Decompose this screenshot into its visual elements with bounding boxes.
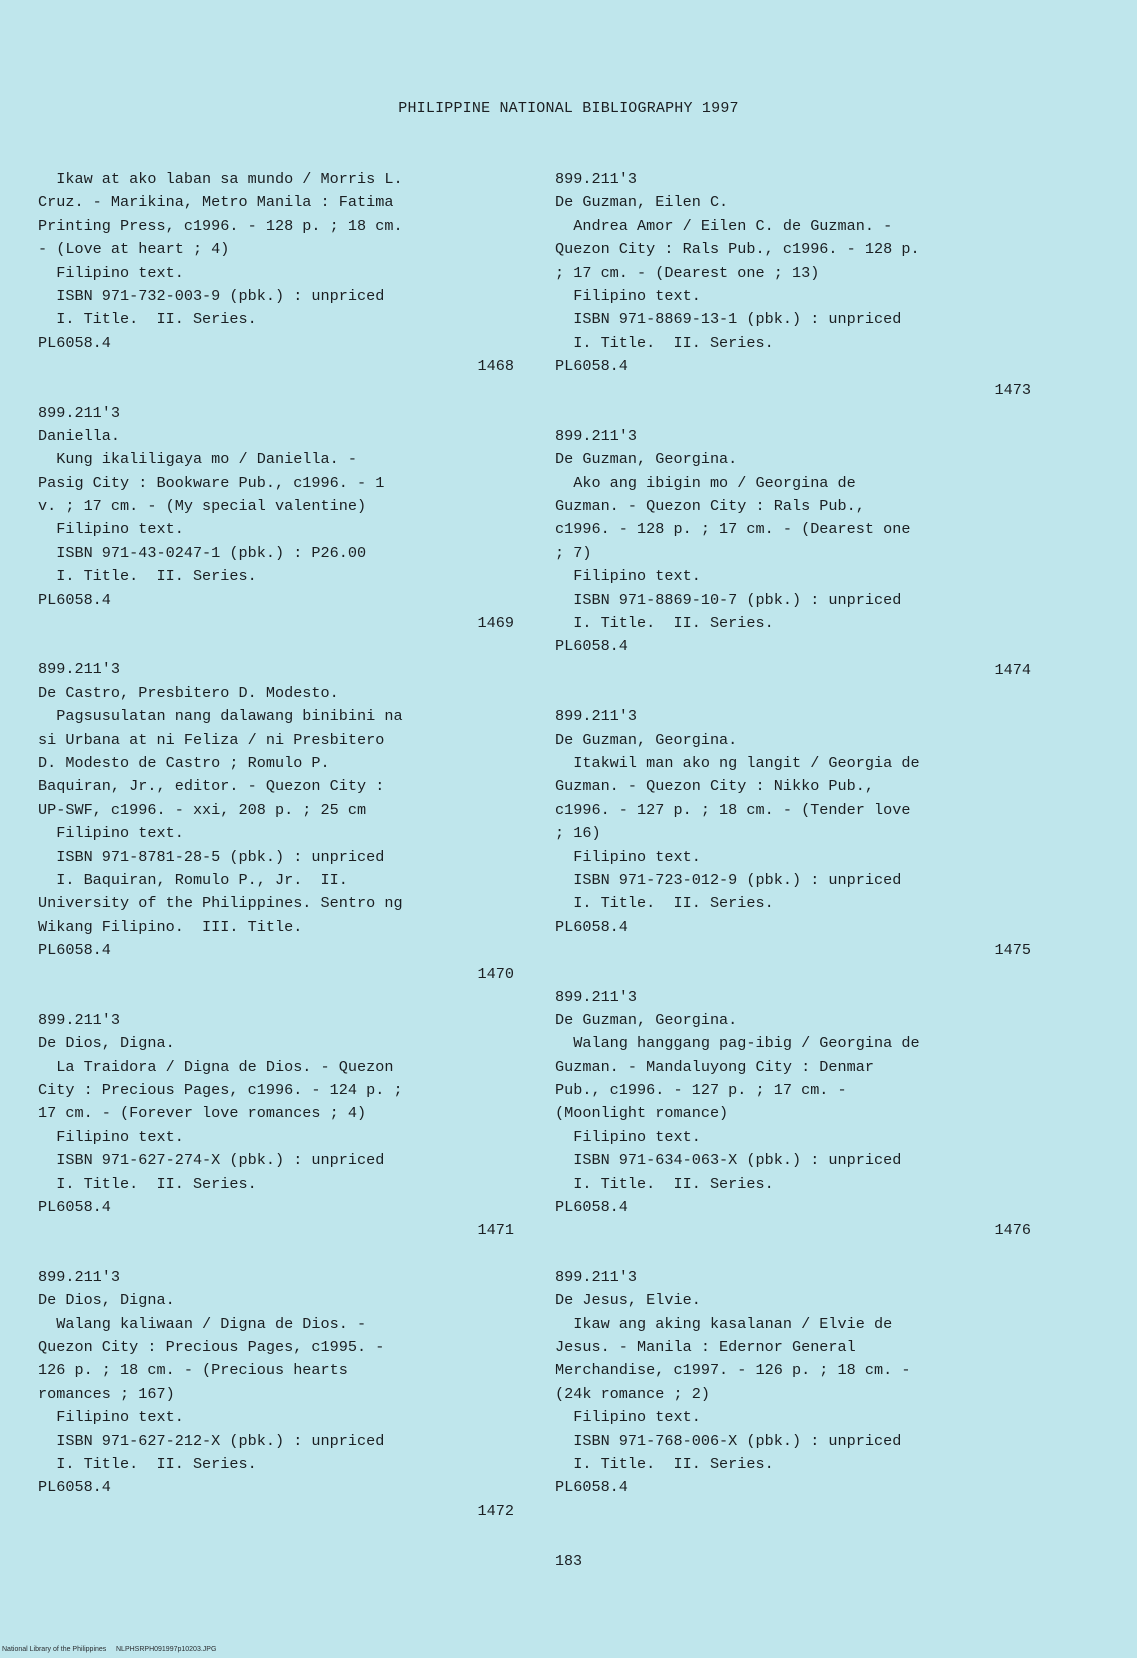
entry-line: I. Title. II. Series. [38,310,257,329]
entry-line: 899.211'3 [38,660,121,679]
entry-line: ISBN 971-627-274-X (pbk.) : unpriced [38,1151,385,1170]
entry-line: Guzman. - Quezon City : Rals Pub., [555,497,865,516]
entry-line: 899.211'3 [555,170,638,188]
bibliography-entry [38,402,518,636]
entry-line: De Guzman, Georgina. [555,730,738,749]
entry-line: De Guzman, Georgina. [555,1010,738,1029]
entry-line: De Dios, Digna. [38,1291,175,1310]
entry-line: I. Title. II. Series. [38,1454,257,1473]
entry-number: 1475 [994,941,1031,960]
entry-line: Filipino text. [38,263,184,282]
entry-line: Merchandise, c1997. - 126 p. ; 18 cm. - [555,1361,911,1380]
entry-line: 126 p. ; 18 cm. - (Precious hearts [38,1361,348,1380]
entry-line: Ako ang ibigin mo / Georgina de [555,473,856,492]
entry-line: De Castro, Presbitero D. Modesto. [38,683,339,702]
bibliography-entry [555,705,1035,962]
entry-line: ISBN 971-8781-28-5 (pbk.) : unpriced [38,847,385,866]
entry-line: ISBN 971-723-012-9 (pbk.) : unpriced [555,870,902,889]
entry-line: Printing Press, c1996. - 128 p. ; 18 cm. [38,216,403,235]
bibliography-entry [555,425,1035,682]
entry-line: ISBN 971-43-0247-1 (pbk.) : P26.00 [38,543,367,562]
entry-line: ISBN 971-8869-13-1 (pbk.) : unpriced [555,310,902,329]
entry-line: Andrea Amor / Eilen C. de Guzman. - [555,216,893,235]
entry-line: PL6058.4 [555,1198,628,1217]
entry-line: PL6058.4 [38,1198,111,1217]
entry-line: Ikaw ang aking kasalanan / Elvie de [555,1314,893,1333]
entry-line: UP-SWF, c1996. - xxi, 208 p. ; 25 cm [38,800,367,819]
entry-line: De Guzman, Georgina. [555,450,738,469]
entry-line: PL6058.4 [555,917,628,936]
entry-number: 1470 [477,964,514,983]
entry-line: ISBN 971-627-212-X (pbk.) : unpriced [38,1431,385,1450]
entry-line: Filipino text. [555,847,701,866]
entry-line: PL6058.4 [38,941,111,960]
entry-line: University of the Philippines. Sentro ng [38,894,403,913]
entry-line: c1996. - 128 p. ; 17 cm. - (Dearest one [555,520,911,539]
entry-line: I. Title. II. Series. [555,894,774,913]
entry-line: c1996. - 127 p. ; 18 cm. - (Tender love [555,800,911,819]
entry-line: ; 16) [555,824,601,843]
entry-line: Kung ikaliligaya mo / Daniella. - [38,450,357,469]
entry-line: Guzman. - Quezon City : Nikko Pub., [555,777,874,796]
entry-line: De Jesus, Elvie. [555,1291,701,1310]
entry-line: De Guzman, Eilen C. [555,193,729,212]
entry-line: 899.211'3 [38,1010,121,1029]
entry-line: ISBN 971-634-063-X (pbk.) : unpriced [555,1151,902,1170]
bibliography-entry [555,168,1035,402]
entry-line: 899.211'3 [38,1267,121,1286]
page-number: 183 [554,1553,582,1570]
bibliography-entry [555,1266,1035,1500]
entry-line: Guzman. - Mandaluyong City : Denmar [555,1057,874,1076]
entry-number: 1476 [994,1221,1031,1240]
entry-line: Filipino text. [555,1127,701,1146]
entry-line: Ikaw at ako laban sa mundo / Morris L. [38,170,403,188]
entry-line: Jesus. - Manila : Edernor General [555,1337,856,1356]
entry-line: D. Modesto de Castro ; Romulo P. [38,753,330,772]
entry-line: Filipino text. [38,520,184,539]
entry-line: Cruz. - Marikina, Metro Manila : Fatima [38,193,394,212]
entry-line: ISBN 971-768-006-X (pbk.) : unpriced [555,1431,902,1450]
entry-line: I. Title. II. Series. [555,1454,774,1473]
bibliography-entry [38,658,518,985]
entry-line: PL6058.4 [555,357,628,376]
entry-line: v. ; 17 cm. - (My special valentine) [38,497,367,516]
entry-line: PL6058.4 [555,1478,628,1497]
entry-line: I. Title. II. Series. [555,1174,774,1193]
entry-line: I. Title. II. Series. [38,567,257,586]
entry-line: (24k romance ; 2) [555,1384,710,1403]
entry-line: I. Title. II. Series. [555,614,774,633]
bibliography-entry [38,1009,518,1243]
entry-line: I. Baquiran, Romulo P., Jr. II. [38,870,348,889]
entry-line: Wikang Filipino. III. Title. [38,917,303,936]
entry-line: I. Title. II. Series. [38,1174,257,1193]
entry-line: ISBN 971-732-003-9 (pbk.) : unpriced [38,286,385,305]
entry-line: - (Love at heart ; 4) [38,240,230,259]
entry-line: Filipino text. [38,824,184,843]
bibliography-entry [38,1266,518,1523]
entry-line: 899.211'3 [38,403,121,422]
entry-line: City : Precious Pages, c1996. - 124 p. ; [38,1081,403,1100]
entry-number: 1474 [994,660,1031,679]
entry-line: 899.211'3 [555,987,638,1006]
entry-line: I. Title. II. Series. [555,333,774,352]
right-column [555,168,1035,1523]
entry-line: romances ; 167) [38,1384,175,1403]
entry-line: Quezon City : Rals Pub., c1996. - 128 p. [555,240,920,259]
entry-line: PL6058.4 [555,637,628,656]
entry-line: Walang kaliwaan / Digna de Dios. - [38,1314,367,1333]
page-header: PHILIPPINE NATIONAL BIBLIOGRAPHY 1997 [398,100,739,117]
entry-line: 17 cm. - (Forever love romances ; 4) [38,1104,367,1123]
bibliography-entry [555,986,1035,1243]
entry-line: 899.211'3 [555,426,638,445]
entry-number: 1468 [477,357,514,376]
entry-line: Daniella. [38,426,121,445]
bibliography-entry [38,168,518,379]
entry-number: 1471 [477,1221,514,1240]
entry-line: De Dios, Digna. [38,1034,175,1053]
entry-line: Filipino text. [555,567,701,586]
entry-number: 1472 [477,1501,514,1520]
entry-line: Pub., c1996. - 127 p. ; 17 cm. - [555,1081,847,1100]
entry-number: 1469 [477,614,514,633]
entry-number: 1473 [994,380,1031,399]
entry-line: ; 7) [555,543,592,562]
entry-line: Filipino text. [38,1408,184,1427]
entry-line: 899.211'3 [555,707,638,726]
entry-line: 899.211'3 [555,1267,638,1286]
entry-line: PL6058.4 [38,333,111,352]
entry-line: Walang hanggang pag-ibig / Georgina de [555,1034,920,1053]
entry-line: Filipino text. [555,1408,701,1427]
left-column [38,168,518,1546]
entry-line: PL6058.4 [38,1478,111,1497]
entry-line: (Moonlight romance) [555,1104,729,1123]
entry-line: Quezon City : Precious Pages, c1995. - [38,1337,385,1356]
entry-line: Filipino text. [555,286,701,305]
entry-line: Filipino text. [38,1127,184,1146]
entry-line: si Urbana at ni Feliza / ni Presbitero [38,730,385,749]
entry-line: ; 17 cm. - (Dearest one ; 13) [555,263,820,282]
entry-line: Itakwil man ako ng langit / Georgia de [555,753,920,772]
entry-line: Pasig City : Bookware Pub., c1996. - 1 [38,473,385,492]
entry-line: PL6058.4 [38,590,111,609]
entry-line: Baquiran, Jr., editor. - Quezon City : [38,777,385,796]
entry-line: ISBN 971-8869-10-7 (pbk.) : unpriced [555,590,902,609]
entry-line: Pagsusulatan nang dalawang binibini na [38,707,403,726]
entry-line: La Traidora / Digna de Dios. - Quezon [38,1057,394,1076]
scan-footer: National Library of the Philippines NLPHSRPH091997p10203.JPG [2,1646,217,1653]
